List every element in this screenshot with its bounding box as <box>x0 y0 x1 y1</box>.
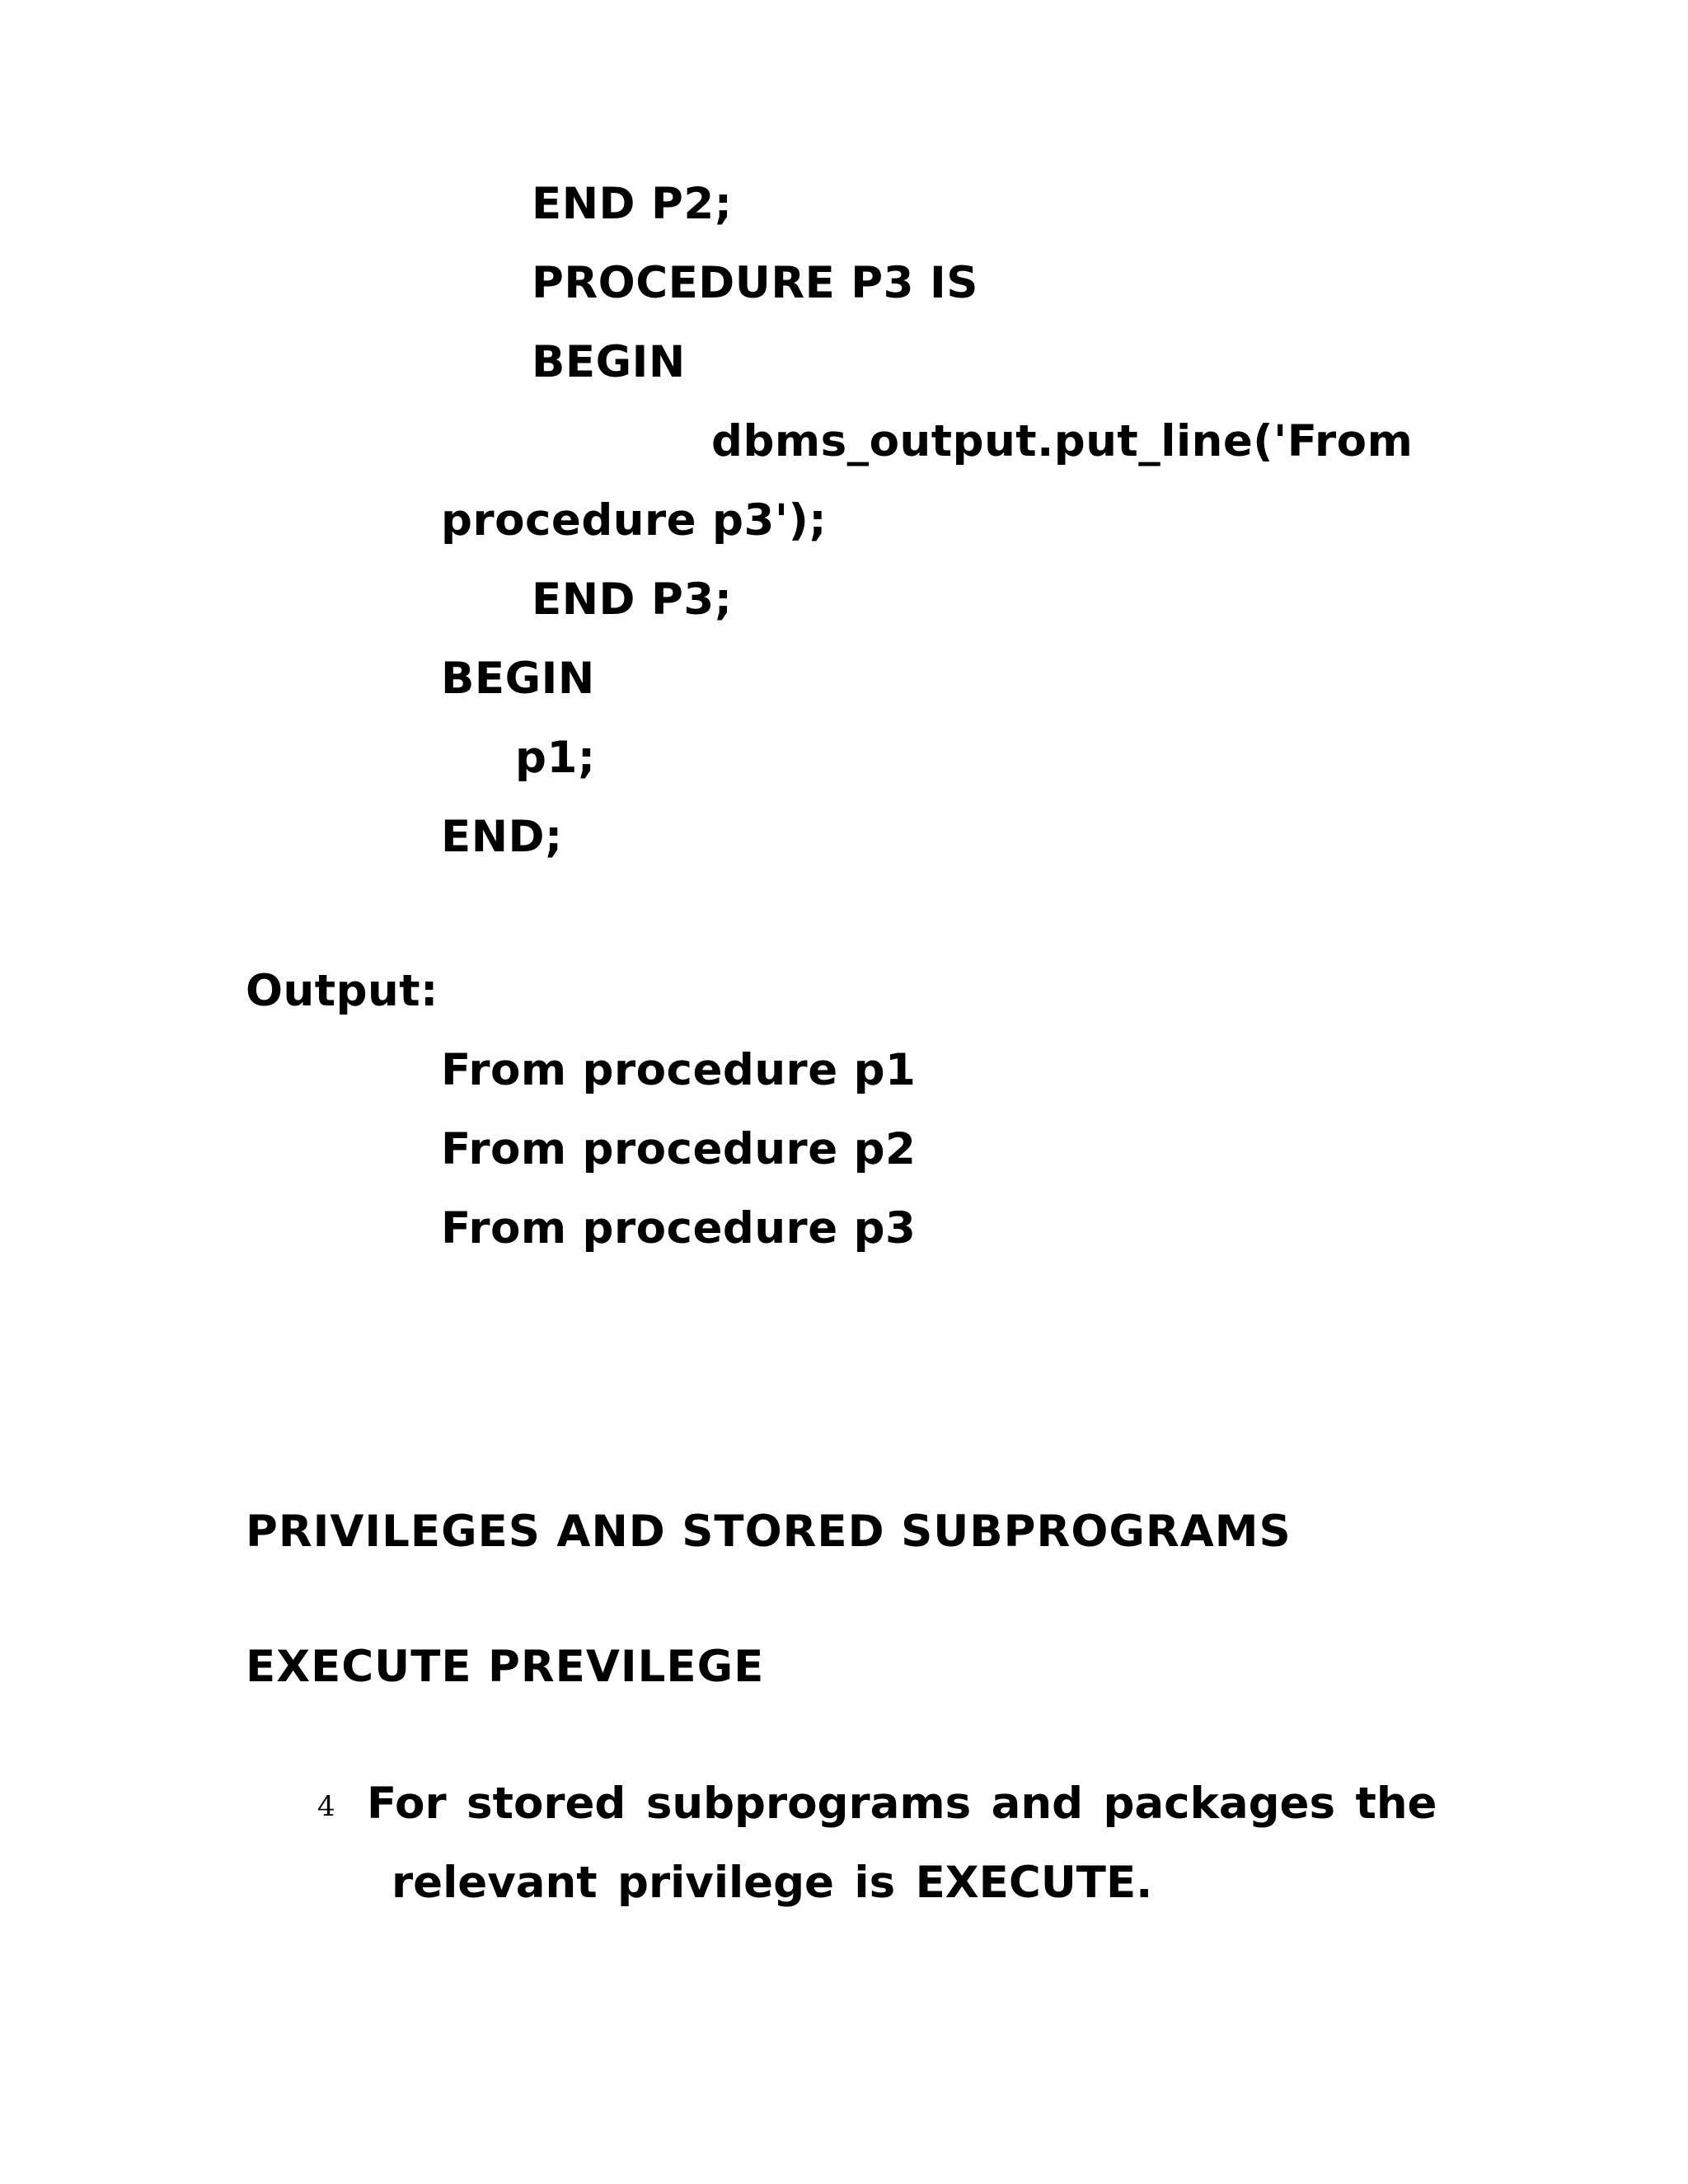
output-line: From procedure p3 <box>441 1203 917 1254</box>
output-label: Output: <box>246 966 438 1016</box>
code-line: p1; <box>515 733 596 783</box>
bullet-text-line: relevant privilege is EXECUTE. <box>392 1858 1153 1908</box>
code-line: dbms_output.put_line('From <box>711 416 1414 466</box>
output-line: From procedure p2 <box>441 1124 917 1174</box>
bullet-marker: 4 <box>317 1790 335 1823</box>
code-line: END P2; <box>532 179 733 229</box>
code-line: END; <box>441 812 563 862</box>
output-line: From procedure p1 <box>441 1045 917 1095</box>
code-line: procedure p3'); <box>441 495 828 546</box>
code-line: END P3; <box>532 574 733 625</box>
bullet-text-line: For stored subprograms and packages the <box>367 1779 1437 1829</box>
code-line: BEGIN <box>532 337 686 387</box>
code-line: BEGIN <box>441 654 595 704</box>
section-title: PRIVILEGES AND STORED SUBPROGRAMS <box>246 1507 1292 1557</box>
code-line: PROCEDURE P3 IS <box>532 258 978 308</box>
section-subtitle: EXECUTE PREVILEGE <box>246 1642 765 1692</box>
